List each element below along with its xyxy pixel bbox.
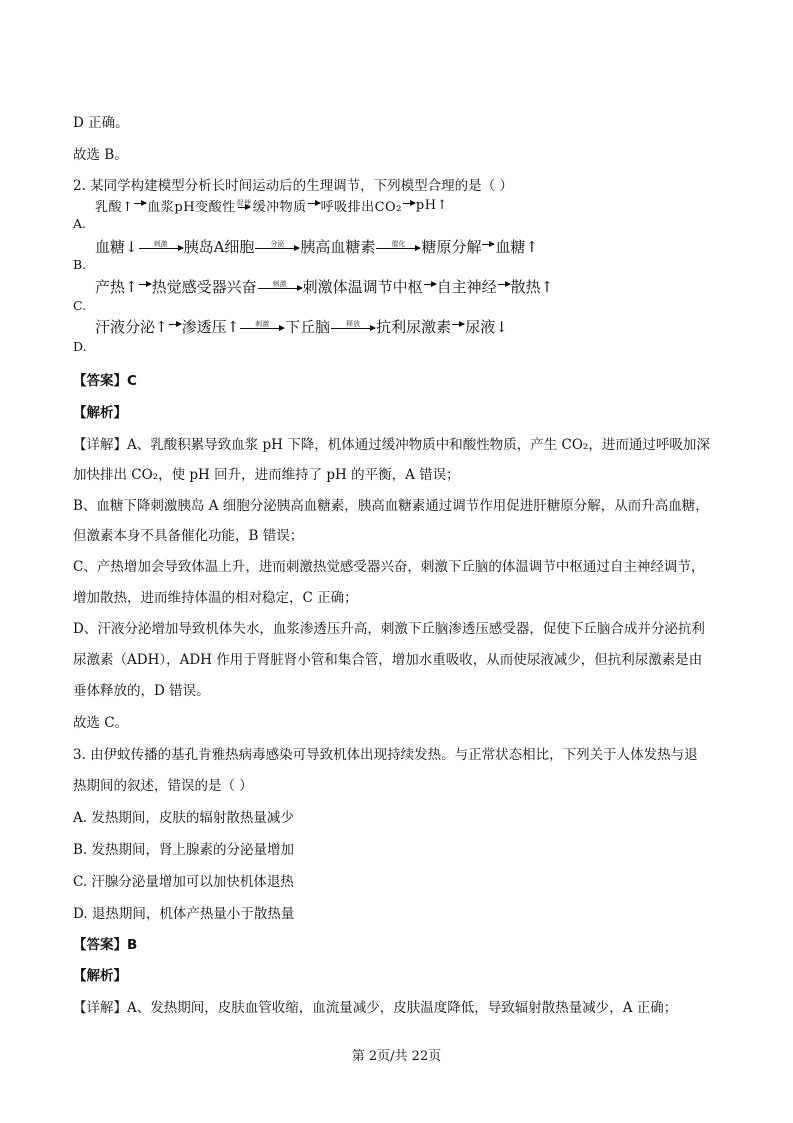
q2-c-term-5: 散热↑ [510,278,554,296]
page-number-footer: 第 2页/共 22页 [351,1049,442,1064]
q2-analysis-line: D、汗液分泌增加导致机体失水，血浆渗透压升高，刺激下丘脑渗透压感受器，促使下丘脑合成并分泌抗利 [73,621,705,637]
arrow-icon: 释放 [331,320,375,329]
arrow-icon: 催化 [376,240,420,249]
q2-c-term-4: 自主神经 [436,278,497,296]
q2-b-term-1: 血糖↓ [95,238,138,256]
q2-analysis-label: 【解析】 [73,405,127,421]
q2-a-term-5: pH↑ [415,198,448,213]
q3-option-b: B. 发热期间，肾上腺素的分泌量增加 [73,842,295,858]
q2-analysis-line: C、产热增加会导致体温上升，进而刺激热觉感受器兴奋，刺激下丘脑的体温调节中枢通过自主神经调节， [73,559,705,575]
arrow-icon: 刺激 [240,320,284,329]
arrow-icon [498,284,510,285]
arrow-icon: 分泌 [255,240,299,249]
q2-option-a-letter: A. [73,216,87,231]
q2-d-term-2: 渗透压↑ [181,318,240,336]
q2-a-term-2: 血浆pH变酸性 [147,200,236,215]
q3-stem-line: 热期间的叙述，错误的是（ ） [73,778,253,794]
arrow-icon [452,324,464,325]
q2-option-c-letter: C. [73,298,87,313]
q2-conclusion: 故选 C。 [73,715,129,731]
q2-d-term-1: 汗液分泌↑ [95,318,168,336]
q2-analysis-line: 加快排出 CO₂，使 pH 回升，进而维持了 pH 的平衡，A 错误； [73,467,460,483]
q3-analysis-label: 【解析】 [73,968,127,984]
q2-option-b-model [95,236,538,257]
arrow-icon [169,324,181,325]
q2-option-c-model [95,276,553,297]
q2-b-term-5: 血糖↑ [495,238,539,256]
q2-b-term-4: 糖原分解 [421,238,482,256]
q3-option-a: A. 发热期间，皮肤的辐射散热量减少 [73,810,294,826]
q3-analysis-line: 【详解】A、发热期间，皮肤血管收缩，血流量减少，皮肤温度降低，导致辐射散热量减少，A 正确； [73,1000,678,1016]
arrow-icon [308,203,320,204]
q2-c-term-1: 产热↑ [95,278,138,296]
q2-analysis-line: 垂体释放的，D 错误。 [73,683,210,699]
q3-option-c: C. 汗腺分泌量增加可以加快机体退热 [73,874,294,890]
q2-b-term-2: 胰岛A细胞 [183,238,255,256]
q2-option-a-model [95,196,448,215]
arrow-icon [134,203,146,204]
arrow-icon [403,203,415,204]
q2-answer: 【答案】C [73,373,137,389]
q2-analysis-line: 尿激素（ADH），ADH 作用于肾脏肾小管和集合管，增加水重吸收，从而使尿液减少，但抗利尿激素是由 [73,652,703,668]
q2-c-term-2: 热觉感受器兴奋 [151,278,257,296]
arrow-icon: 刺激 [139,240,183,249]
q2-option-b-letter: B. [73,257,87,272]
q2-c-term-3: 刺激体温调节中枢 [302,278,423,296]
q3-answer: 【答案】B [73,937,138,953]
q2-analysis-line: 但激素本身不具备催化功能，B 错误； [73,528,304,544]
arrow-icon [139,284,151,285]
q2-stem: 2. 某同学构建模型分析长时间运动后的生理调节，下列模型合理的是（ ） [73,178,513,194]
q2-b-term-3: 胰高血糖素 [300,238,376,256]
arrow-icon: 促使 [236,199,252,207]
q2-option-d-letter: D. [73,339,87,354]
q2-a-term-1: 乳酸↑ [95,200,134,215]
intro-line-2: 故选 B。 [73,147,128,163]
q3-option-d: D. 退热期间，机体产热量小于散热量 [73,906,295,922]
q2-analysis-line: 【详解】A、乳酸积累导致血浆 pH 下降，机体通过缓冲物质中和酸性物质，产生 CO₂，进而通过呼吸加深 [73,437,710,453]
arrow-icon [424,284,436,285]
q2-d-term-3: 下丘脑 [285,318,331,336]
q2-option-d-model [95,316,508,337]
intro-line-1: D 正确。 [73,115,129,131]
q2-a-term-3: 缓冲物质 [252,200,307,215]
arrow-icon: 刺激 [258,280,302,289]
q2-analysis-line: B、血糖下降刺激胰岛 A 细胞分泌胰高血糖素，胰高血糖素通过调节作用促进肝糖原分解，从而升高血糖， [73,498,709,514]
q2-analysis-line: 增加散热，进而维持体温的相对稳定，C 正确； [73,590,358,606]
q2-d-term-5: 尿液↓ [465,318,508,336]
q3-stem-line: 3. 由伊蚊传播的基孔肯雅热病毒感染可导致机体出现持续发热。与正常状态相比，下列关于人体发热与退 [73,747,698,763]
q2-a-term-4: 呼吸排出CO₂ [320,200,402,215]
q2-d-term-4: 抗利尿激素 [376,318,452,336]
arrow-icon [482,244,494,245]
